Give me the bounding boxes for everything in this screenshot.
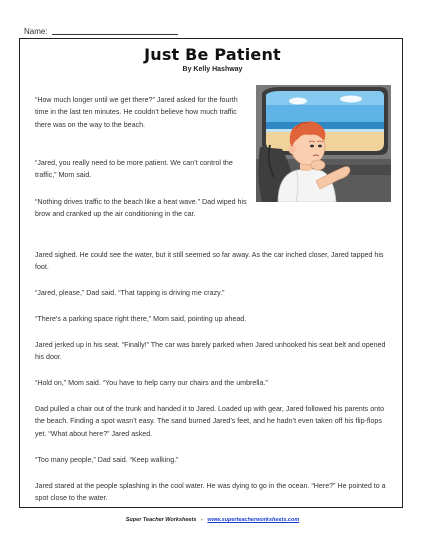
story-byline: By Kelly Hashway (182, 66, 243, 73)
story-paragraph-4: Jared sighed. He could see the water, but it still seemed so far away. As the car inched closer, Jared tapped his foot. (35, 251, 384, 272)
boy-in-car-window-illustration (256, 85, 391, 202)
name-blank-line[interactable] (52, 34, 178, 35)
story-paragraph-2: “Jared, you really need to be more patient. We can’t control the traffic,” Mom said. (35, 159, 233, 180)
footer-website-link[interactable]: www.superteacherworksheets.com (207, 517, 300, 523)
footer (0, 517, 425, 523)
story-paragraph-10: “Too many people,” Dad said. “Keep walking.” (35, 456, 179, 464)
story-paragraph-8: “Hold on,” Mom said. “You have to help carry our chairs and the umbrella.” (35, 379, 268, 387)
story-paragraph-6: “There’s a parking space right there,” Mom said, pointing up ahead. (35, 315, 247, 323)
story-paragraph-11: Jared stared at the people splashing in the cool water. He was dying to go in the ocean. “Here?” He pointed to a spot close to the water. (35, 482, 386, 503)
story-paragraph-7: Jared jerked up in his seat. “Finally!” The car was barely parked when Jared unhooked his seat belt and opened his door. (35, 341, 386, 362)
story-title: Just Be Patient (144, 45, 281, 64)
story-paragraph-3: “Nothing drives traffic to the beach like a heat wave.” Dad wiped his brow and cranked up the air conditioning in the car. (35, 198, 247, 219)
story-paragraph-5: “Jared, please,” Dad said. “That tapping is driving me crazy.” (35, 289, 225, 297)
story-paragraph-9: Dad pulled a chair out of the trunk and handed it to Jared. Loaded up with gear, Jared followed his parents onto the beach. Finding a spot wasn’t easy. The sand burned Jared’s feet, and he hadn’t even taken off his flip-flops yet. “What about here?” Jared asked. (35, 405, 385, 438)
name-label: Name: (24, 27, 48, 36)
name-field (24, 27, 178, 36)
footer-brand: Super Teacher Worksheets (125, 517, 197, 523)
footer-separator: - (200, 517, 203, 523)
story-paragraph-1: “How much longer until we get there?” Jared asked for the fourth time in the last ten minutes. He couldn’t believe how much traffic there was on the way to the beach. (35, 96, 238, 129)
